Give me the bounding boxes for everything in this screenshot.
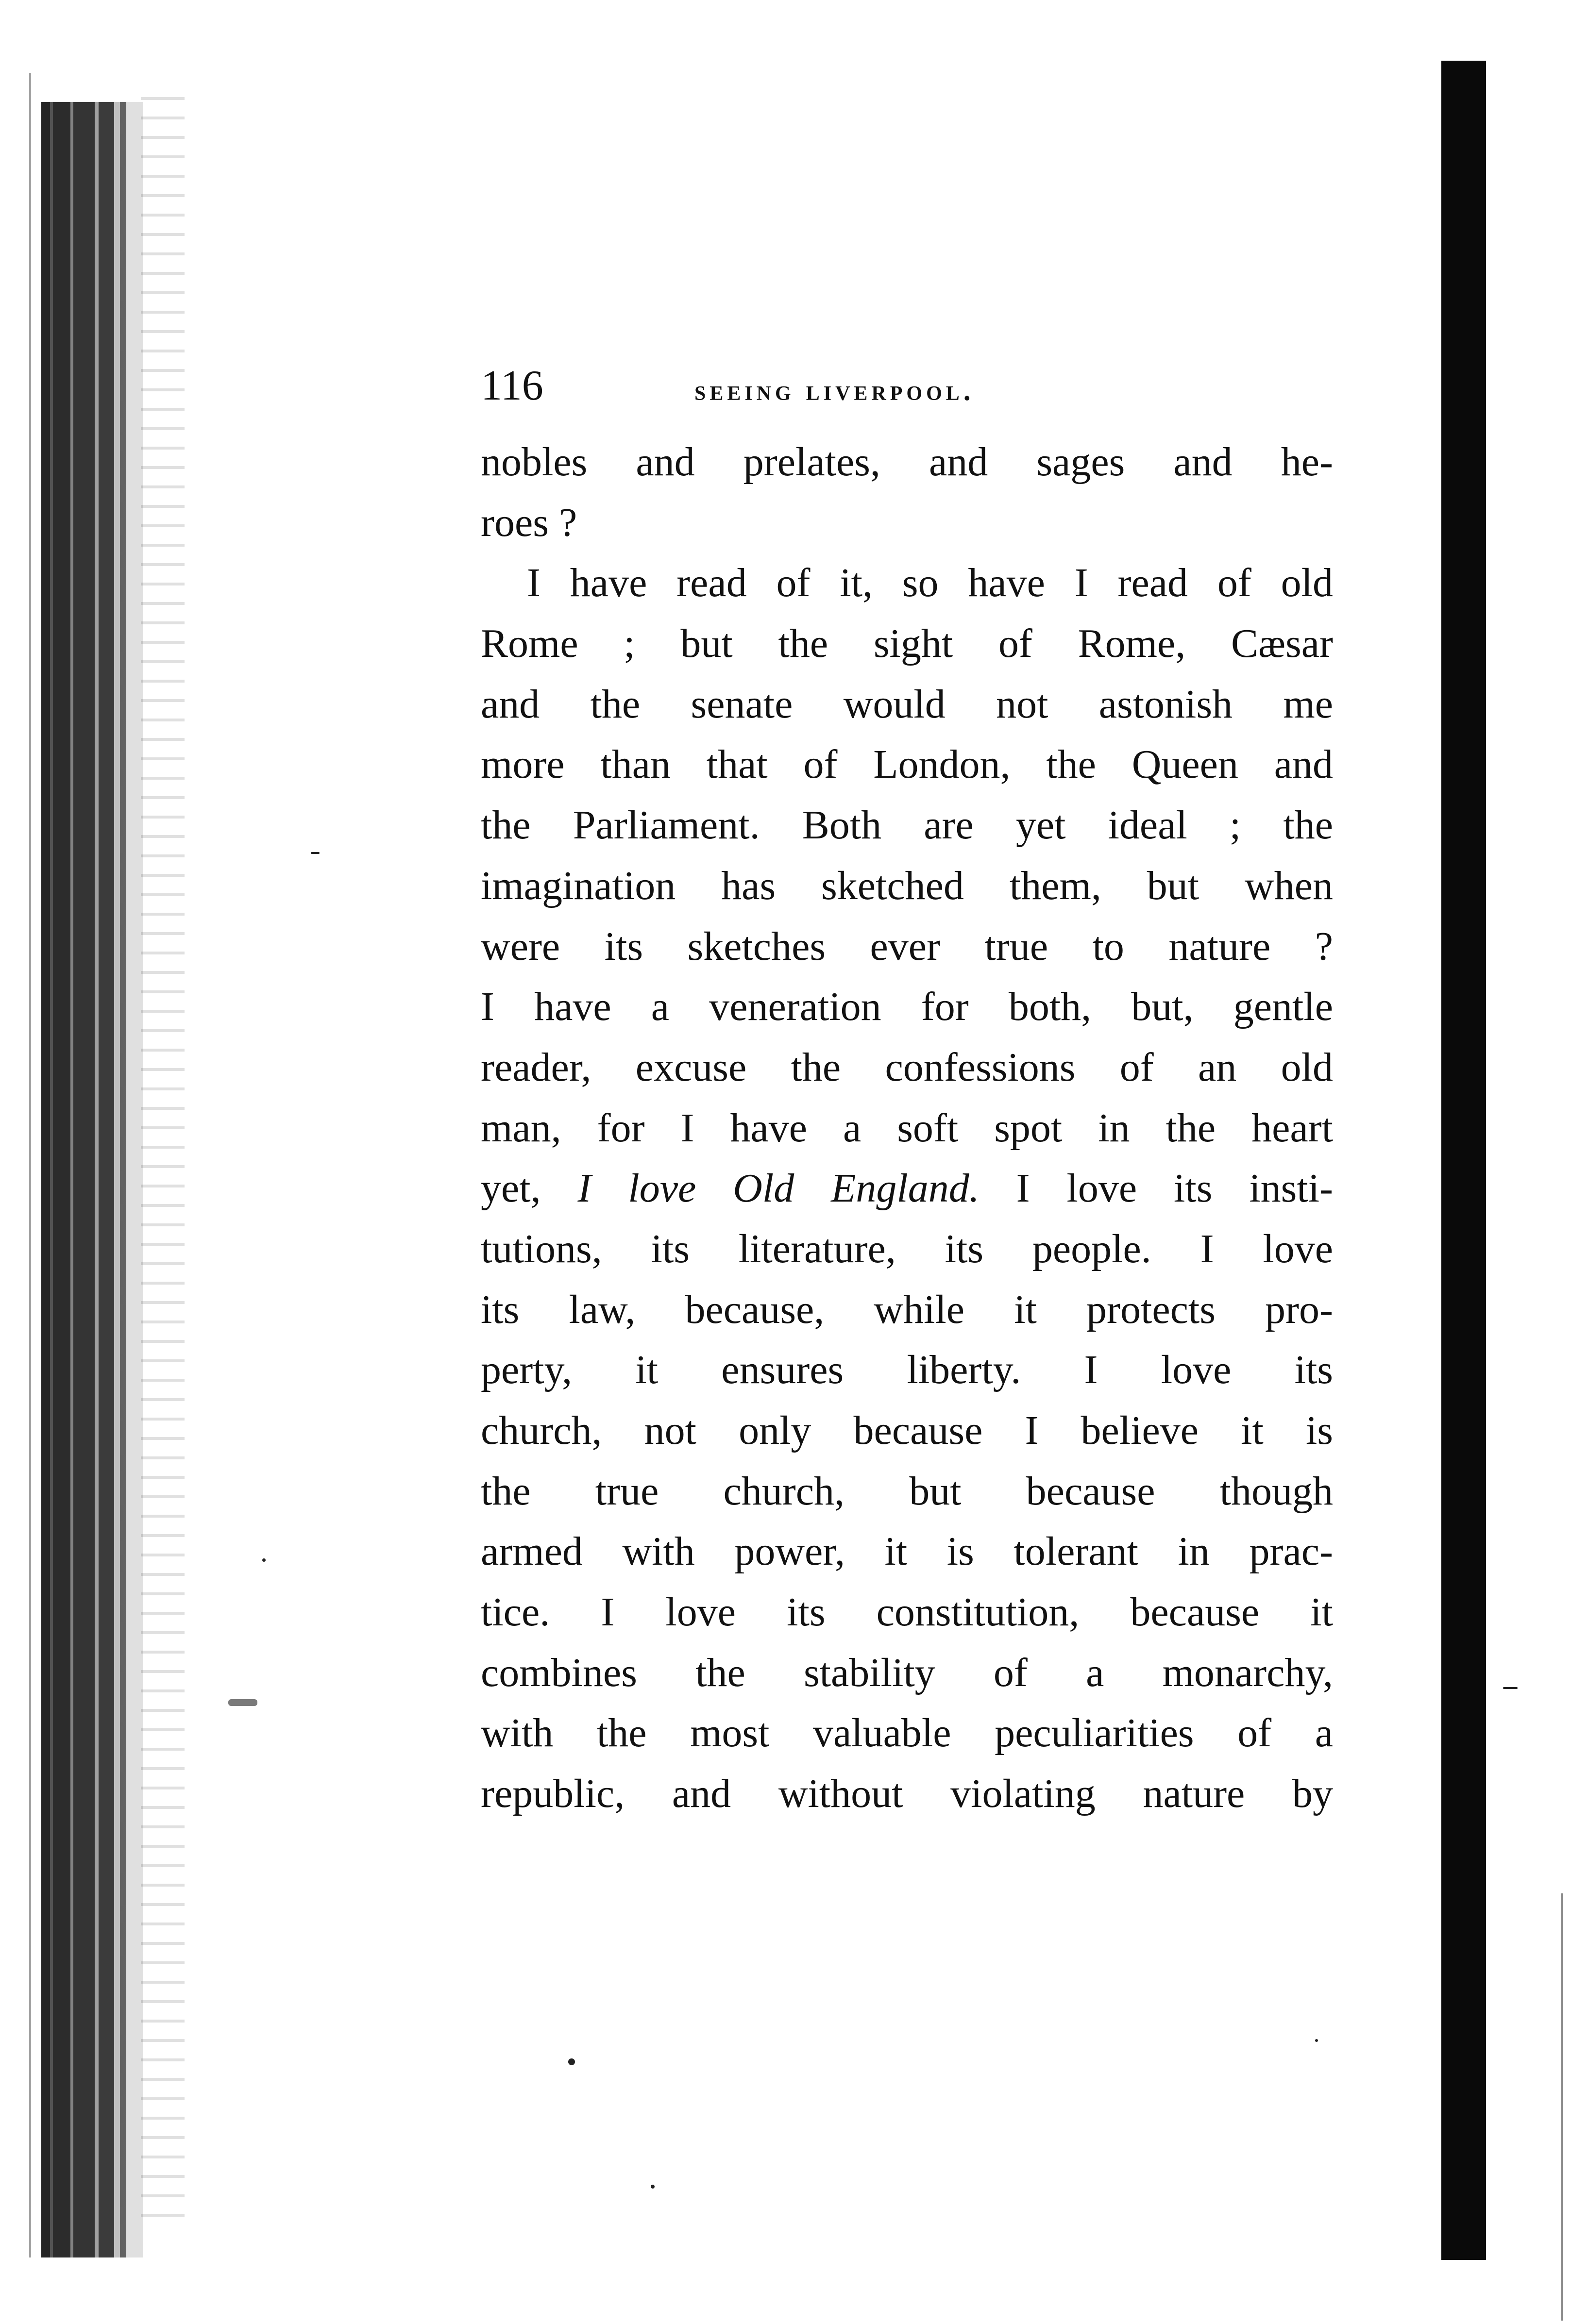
- scan-speck: [1503, 1687, 1518, 1689]
- text-line: Rome ; but the sight of Rome, Cæsar: [481, 621, 1333, 667]
- text-line: roes ?: [481, 500, 577, 545]
- scan-edge-line: [29, 73, 31, 2257]
- scan-speck: [228, 1699, 257, 1706]
- text-line: tutions, its literature, its people. I love: [481, 1226, 1333, 1271]
- scan-speck: [568, 2058, 575, 2065]
- text-line: perty, it ensures liberty. I love its: [481, 1347, 1333, 1393]
- scan-speckle: [141, 97, 185, 2233]
- running-head: [481, 359, 1333, 413]
- text-line: yet, I love Old England. I love its insti-: [481, 1166, 1334, 1211]
- text-line: were its sketches ever true to nature ?: [481, 923, 1333, 969]
- scanned-binding-shadow: [41, 102, 143, 2257]
- text-line: combines the stability of a monarchy,: [481, 1650, 1333, 1695]
- scanned-right-edge-bar: [1441, 61, 1486, 2260]
- scan-edge-line-right: [1561, 1893, 1563, 2321]
- text-line: the true church, but because though: [481, 1468, 1333, 1514]
- scan-speck: [1315, 2039, 1318, 2042]
- text-line: its law, because, while it protects pro-: [481, 1287, 1333, 1332]
- text-line: church, not only because I believe it is: [481, 1408, 1333, 1453]
- text-line: nobles and prelates, and sages and he-: [481, 439, 1333, 485]
- text-line: I have read of it, so have I read of old: [527, 560, 1333, 606]
- text-line: man, for I have a soft spot in the heart: [481, 1105, 1333, 1151]
- text-line: reader, excuse the confessions of an old: [481, 1044, 1333, 1090]
- body-text: [481, 432, 1333, 1824]
- text-line: tice. I love its constitution, because it: [481, 1589, 1333, 1635]
- text-line: republic, and without violating nature by: [481, 1771, 1333, 1817]
- text-line: the Parliament. Both are yet ideal ; the: [481, 803, 1333, 848]
- text-line: I have a veneration for both, but, gentle: [481, 984, 1333, 1030]
- emphasis-text: I love Old England.: [577, 1166, 980, 1211]
- text-line: with the most valuable peculiarities of a: [481, 1710, 1333, 1756]
- scan-speck: [651, 2185, 655, 2189]
- text-line: and the senate would not astonish me: [481, 681, 1333, 727]
- page-content: [481, 359, 1333, 1824]
- scan-speck: [311, 852, 320, 854]
- scan-speck: [262, 1558, 266, 1562]
- text-line: imagination has sketched them, but when: [481, 863, 1333, 908]
- page-number: 116: [481, 362, 543, 409]
- text-line: armed with power, it is tolerant in prac-: [481, 1529, 1333, 1574]
- running-title: seeing liverpool.: [694, 374, 975, 406]
- text-line: more than that of London, the Queen and: [481, 742, 1333, 787]
